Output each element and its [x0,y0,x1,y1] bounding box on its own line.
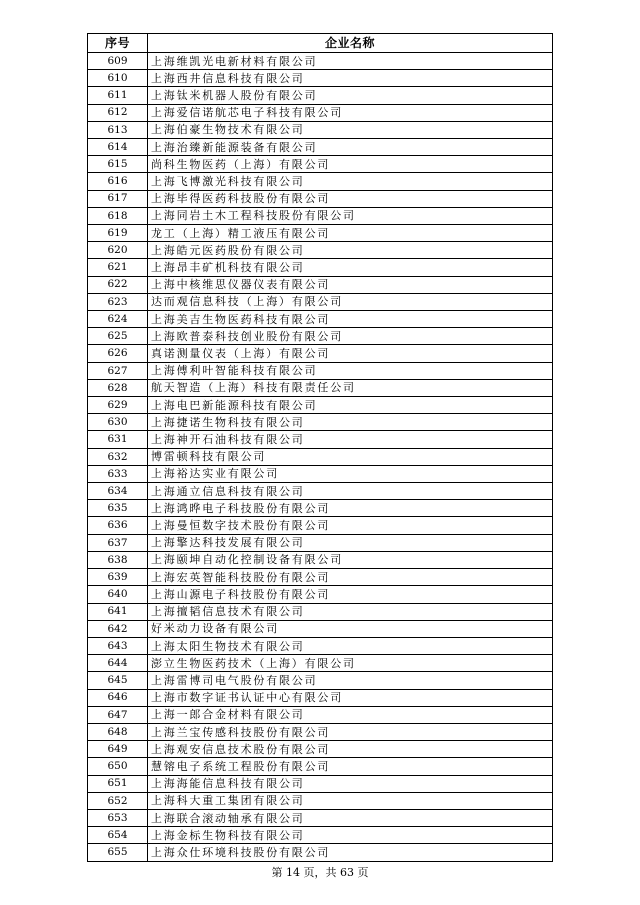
serial-number-cell: 640 [88,586,148,602]
serial-number-cell: 623 [88,294,148,310]
serial-number-cell: 609 [88,53,148,69]
company-name-header: 企业名称 [324,36,375,50]
table-row [88,757,552,774]
serial-number-cell: 652 [88,793,148,809]
serial-number-cell: 644 [88,655,148,671]
company-name-cell: 上海钛米机器人股份有限公司 [151,89,318,102]
serial-number-cell: 617 [88,191,148,207]
serial-number-cell: 624 [88,311,148,327]
table-row [88,310,552,327]
serial-number-cell: 614 [88,139,148,155]
table-row [88,775,552,792]
table-row [88,534,552,551]
serial-number-cell: 621 [88,259,148,275]
serial-number-cell: 611 [88,87,148,103]
serial-number-cell: 629 [88,397,148,413]
company-name-cell: 上海同岩土木工程科技股份有限公司 [151,209,356,223]
table-row [88,671,552,688]
company-name-cell: 上海联合滚动轴承有限公司 [151,811,305,825]
company-name-cell: 上海擎达科技发展有限公司 [151,536,305,550]
serial-number-cell: 634 [88,483,148,499]
company-name-cell: 上海金标生物科技有限公司 [151,828,305,842]
company-name-cell: 上海捷诺生物科技有限公司 [151,415,305,429]
table-row [88,843,552,860]
table-row [88,258,552,275]
company-name-cell: 上海中核维思仪器仪表有限公司 [151,278,331,292]
company-name-cell: 好米动力设备有限公司 [151,622,279,636]
serial-number-cell: 622 [88,277,148,293]
table-row [88,207,552,224]
table-row [88,396,552,413]
company-name-cell: 真诺测量仪表（上海）有限公司 [151,347,331,361]
company-name-cell: 航天智造（上海）科技有限责任公司 [151,381,356,395]
table-row [88,603,552,620]
company-name-cell: 尚科生物医药（上海）有限公司 [151,157,331,171]
table-row [88,448,552,465]
serial-number-cell: 620 [88,242,148,258]
serial-number-cell: 645 [88,672,148,688]
company-name-cell: 上海兰宝传感科技股份有限公司 [151,725,331,739]
table-row [88,482,552,499]
table-row [88,826,552,843]
serial-number-cell: 646 [88,690,148,706]
table-row [88,121,552,138]
company-name-cell: 上海伯豪生物技术有限公司 [151,123,305,137]
serial-number-cell: 650 [88,758,148,774]
table-row [88,792,552,809]
company-name-cell: 上海美吉生物医药科技有限公司 [151,312,331,326]
table-row [88,809,552,826]
company-name-cell: 上海鸿晔电子科技股份有限公司 [151,501,331,515]
table-row [88,190,552,207]
company-name-cell: 上海宏英智能科技股份有限公司 [151,570,331,584]
table-row [88,52,552,69]
company-name-cell: 博雷顿科技有限公司 [151,450,267,464]
company-name-cell: 上海雷博司电气股份有限公司 [151,673,318,687]
serial-number-cell: 612 [88,105,148,121]
serial-number-cell: 647 [88,707,148,723]
table-row [88,241,552,258]
serial-number-cell: 632 [88,449,148,465]
company-name-cell: 上海西井信息科技有限公司 [151,71,305,85]
company-name-cell: 澎立生物医药技术（上海）有限公司 [151,656,356,670]
serial-number-cell: 639 [88,569,148,585]
company-name-cell: 上海海能信息科技有限公司 [151,777,305,791]
table-row [88,499,552,516]
company-name-cell: 上海观安信息技术股份有限公司 [151,742,331,756]
company-name-cell: 上海一郎合金材料有限公司 [151,708,305,722]
company-name-cell: 上海市数字证书认证中心有限公司 [151,691,343,705]
table-row [88,327,552,344]
company-name-cell: 上海昂丰矿机科技有限公司 [151,261,305,275]
table-row [88,465,552,482]
serial-number-cell: 653 [88,810,148,826]
serial-number-cell: 615 [88,156,148,172]
table-row [88,740,552,757]
company-name-cell: 达而观信息科技（上海）有限公司 [151,295,343,309]
table-header-row [88,34,552,52]
page-number-footer: 第 14 页，共 63 页 [271,866,369,879]
company-name-cell: 上海裕达实业有限公司 [151,467,279,481]
company-name-cell: 上海擅韬信息技术有限公司 [151,605,305,619]
serial-number-cell: 654 [88,827,148,843]
serial-number-cell: 635 [88,500,148,516]
table-row [88,516,552,533]
table-row [88,637,552,654]
company-name-cell: 上海科大重工集团有限公司 [151,794,305,808]
company-name-cell: 上海欧普泰科技创业股份有限公司 [151,329,343,343]
table-row [88,551,552,568]
serial-number-cell: 651 [88,776,148,792]
company-name-cell: 上海治臻新能源装备有限公司 [151,140,318,154]
table-row [88,620,552,637]
serial-number-cell: 648 [88,724,148,740]
table-row [88,138,552,155]
table-row [88,69,552,86]
company-name-cell: 上海飞博激光科技有限公司 [151,175,305,189]
serial-number-cell: 627 [88,363,148,379]
company-name-cell: 上海曼恒数字技术股份有限公司 [151,519,331,533]
serial-number-cell: 625 [88,328,148,344]
company-name-cell: 上海皓元医药股份有限公司 [151,243,305,257]
serial-number-cell: 626 [88,345,148,361]
table-row [88,86,552,103]
table-row [88,172,552,189]
serial-number-cell: 618 [88,208,148,224]
serial-number-cell: 649 [88,741,148,757]
company-name-cell: 龙工（上海）精工液压有限公司 [151,226,331,240]
serial-number-cell: 637 [88,535,148,551]
company-name-cell: 上海爱信诺航芯电子科技有限公司 [151,106,343,120]
table-row [88,224,552,241]
serial-number-cell: 610 [88,70,148,86]
company-name-cell: 上海山源电子科技股份有限公司 [151,587,331,601]
table-row [88,568,552,585]
serial-number-cell: 631 [88,431,148,447]
serial-number-cell: 643 [88,638,148,654]
table-row [88,379,552,396]
company-name-cell: 上海通立信息科技有限公司 [151,484,305,498]
company-name-cell: 上海神开石油科技有限公司 [151,433,305,447]
serial-number-cell: 630 [88,414,148,430]
table-row [88,430,552,447]
serial-number-cell: 633 [88,466,148,482]
company-name-cell: 上海太阳生物技术有限公司 [151,639,305,653]
table-row [88,654,552,671]
company-name-cell: 上海电巴新能源科技有限公司 [151,398,318,412]
table-row [88,723,552,740]
company-name-cell: 上海颐坤自动化控制设备有限公司 [151,553,343,567]
table-row [88,706,552,723]
table-row [88,344,552,361]
serial-number-cell: 616 [88,173,148,189]
table-row [88,362,552,379]
table-row [88,104,552,121]
serial-number-cell: 638 [88,552,148,568]
serial-number-cell: 641 [88,604,148,620]
serial-number-header: 序号 [88,34,148,52]
company-name-cell: 慧镕电子系统工程股份有限公司 [151,759,331,773]
serial-number-cell: 619 [88,225,148,241]
table-row [88,413,552,430]
table-row [88,293,552,310]
company-name-cell: 上海傅利叶智能科技有限公司 [151,364,318,378]
table-row [88,276,552,293]
serial-number-cell: 628 [88,380,148,396]
table-row [88,689,552,706]
company-table [87,33,553,862]
serial-number-cell: 636 [88,517,148,533]
serial-number-cell: 613 [88,122,148,138]
table-row [88,155,552,172]
serial-number-cell: 655 [88,844,148,860]
serial-number-cell: 642 [88,621,148,637]
table-row [88,585,552,602]
company-name-cell: 上海维凯光电新材料有限公司 [151,54,318,68]
company-name-cell: 上海毕得医药科技股份有限公司 [151,192,331,206]
company-name-cell: 上海众仕环境科技股份有限公司 [151,845,331,859]
